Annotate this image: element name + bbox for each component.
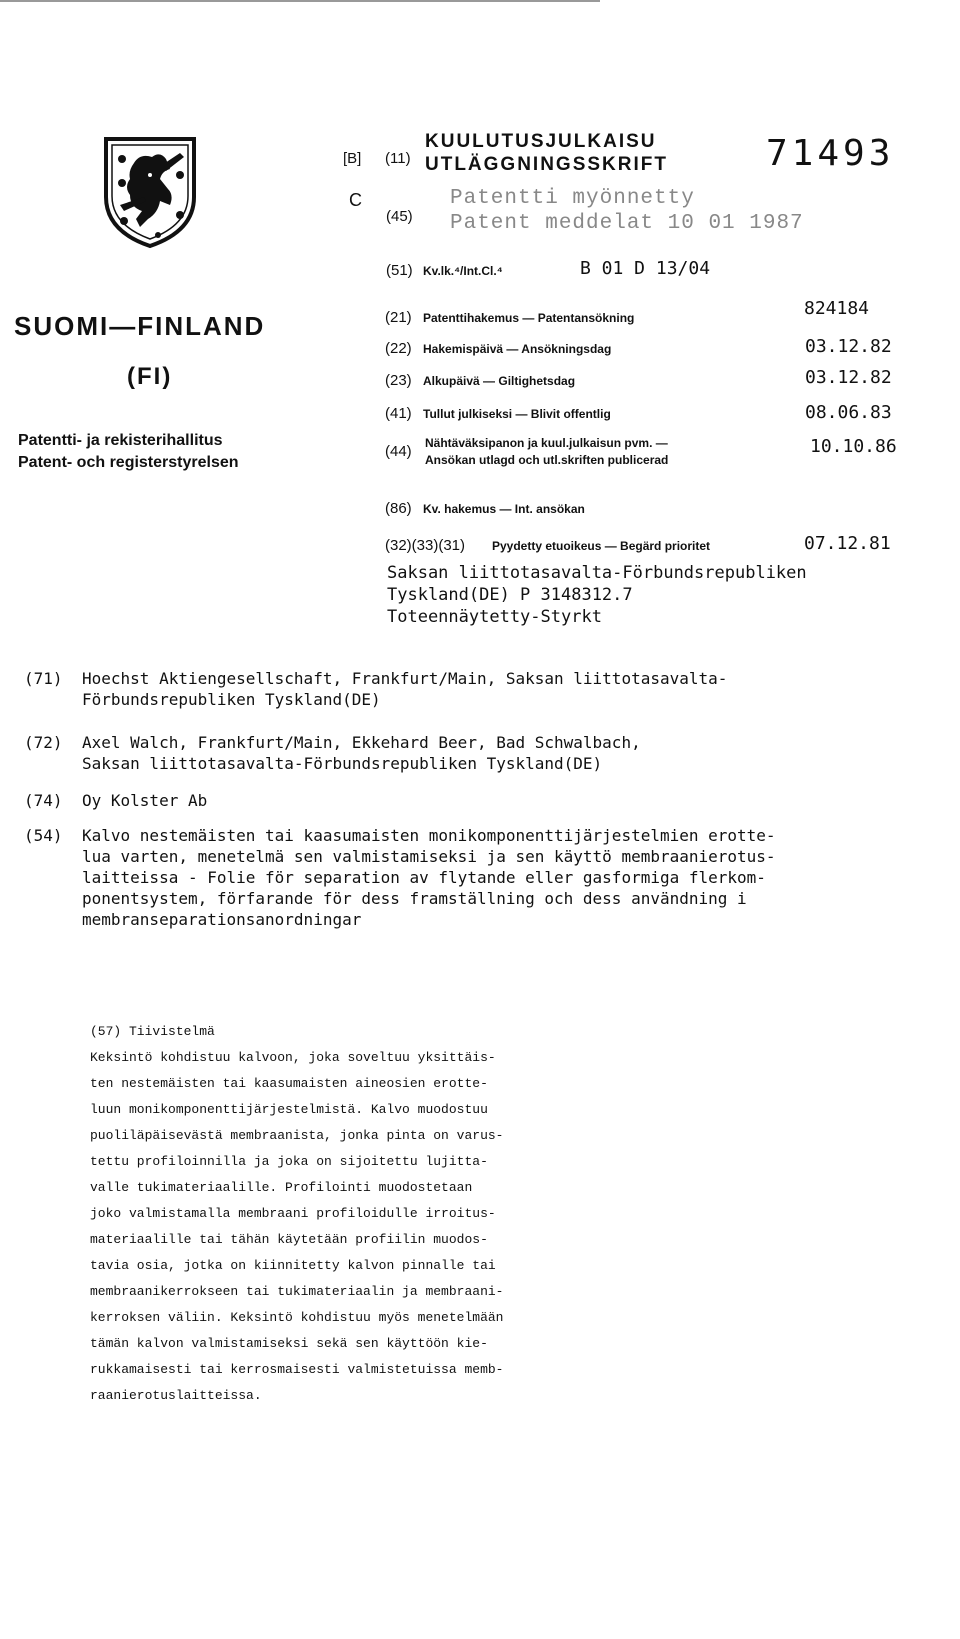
int-cl-code: (51) — [386, 262, 413, 279]
field-72-code: (72) — [24, 733, 63, 752]
field-74-code: (74) — [24, 791, 63, 810]
invention-title-line: Kalvo nestemäisten tai kaasumaisten monikomponenttijärjestelmien erotte- — [82, 826, 776, 845]
grant-date-sv: Patent meddelat 10 01 1987 — [450, 212, 804, 235]
applicant-line: Hoechst Aktiengesellschaft, Frankfurt/Main, Saksan liittotasavalta- — [82, 669, 728, 688]
field-32-code: (32)(33)(31) — [385, 537, 466, 554]
inventors — [82, 732, 641, 774]
field-41-code: (41) — [385, 405, 412, 422]
agent: Oy Kolster Ab — [82, 791, 208, 810]
abstract-heading: (57) Tiivistelmä — [90, 1024, 215, 1039]
priority-status: Toteennäytetty-Styrkt — [387, 607, 602, 627]
grant-code: (45) — [386, 208, 413, 225]
kind-c: C — [349, 190, 362, 210]
top-rule — [0, 0, 600, 2]
abstract-line: puoliläpäisevästä membraanista, jonka pinta on varus- — [90, 1128, 504, 1143]
invention-title-line: ponentsystem, förfarande för dess framställning och dess användning i — [82, 889, 747, 908]
field-21-code: (21) — [385, 309, 412, 326]
int-cl-label: Kv.lk.⁴/Int.Cl.⁴ — [423, 264, 503, 278]
patent-office — [18, 430, 239, 474]
field-41-label: Tullut julkiseksi — Blivit offentlig — [423, 407, 611, 421]
invention-title-line: lua varten, menetelmä sen valmistamiseksi ja sen käyttö membraanierotus- — [82, 847, 776, 866]
field-22-label: Hakemispäivä — Ansökningsdag — [423, 342, 612, 356]
field-22-code: (22) — [385, 340, 412, 357]
field-54-code: (54) — [24, 826, 63, 845]
abstract-line: luun monikomponenttijärjestelmistä. Kalvo muodostuu — [90, 1102, 488, 1117]
field-21-label: Patenttihakemus — Patentansökning — [423, 311, 635, 325]
abstract-line: tavia osia, jotka on kiinnitetty kalvon pinnalle tai — [90, 1258, 496, 1273]
patent-office-fi: Patentti- ja rekisterihallitus — [18, 432, 223, 449]
publication-title — [425, 130, 668, 176]
publication-title-fi: KUULUTUSJULKAISU — [425, 131, 657, 152]
abstract-line: rukkamaisesti tai kerrosmaisesti valmistetuissa memb- — [90, 1362, 504, 1377]
grant-date-fi: Patentti myönnetty — [450, 187, 695, 210]
invention-title — [82, 825, 776, 930]
applicant — [82, 668, 727, 710]
priority-number: Tyskland(DE) P 3148312.7 — [387, 585, 633, 605]
publication-number: 71493 — [766, 133, 895, 174]
abstract-line: valle tukimateriaalille. Profilointi muodostetaan — [90, 1180, 473, 1195]
abstract-line: joko valmistamalla membraani profiloidulle irroitus- — [90, 1206, 496, 1221]
field-22-value: 03.12.82 — [805, 336, 892, 357]
abstract-line: materiaalille tai tähän käytetään profiilin muodos- — [90, 1232, 488, 1247]
abstract-line: raanierotuslaitteissa. — [90, 1388, 262, 1403]
inventors-line: Axel Walch, Frankfurt/Main, Ekkehard Beer, Bad Schwalbach, — [82, 733, 641, 752]
field-32-value: 07.12.81 — [804, 533, 891, 554]
abstract-line: kerroksen väliin. Keksintö kohdistuu myös menetelmään — [90, 1310, 504, 1325]
abstract — [90, 1019, 503, 1409]
kind-code: [B] — [343, 150, 362, 167]
priority-country: Saksan liittotasavalta-Förbundsrepubliken — [387, 563, 807, 583]
field-86-code: (86) — [385, 500, 412, 517]
country-name: SUOMI—FINLAND — [14, 311, 266, 341]
field-23-label: Alkupäivä — Giltighetsdag — [423, 374, 576, 388]
publication-title-sv: UTLÄGGNINGSSKRIFT — [425, 154, 668, 175]
abstract-line: tettu profiloinnilla ja joka on sijoitettu lujitta- — [90, 1154, 488, 1169]
abstract-line: Keksintö kohdistuu kalvoon, joka soveltuu yksittäis- — [90, 1050, 496, 1065]
field-23-code: (23) — [385, 372, 412, 389]
country-code: (FI) — [127, 363, 173, 390]
abstract-line: membraanikerrokseen tai tukimateriaalin ja membraani- — [90, 1284, 504, 1299]
pub-number-code: (11) — [385, 150, 411, 167]
invention-title-line: laitteissa - Folie för separation av flytande eller gasformiga flerkom- — [82, 868, 766, 887]
inventors-line: Saksan liittotasavalta-Förbundsrepubliken Tyskland(DE) — [82, 754, 603, 773]
priority-details — [387, 562, 807, 628]
field-44-code: (44) — [385, 443, 412, 460]
applicant-line: Förbundsrepubliken Tyskland(DE) — [82, 690, 381, 709]
field-44-value: 10.10.86 — [810, 436, 897, 457]
field-44-label-fi: Nähtäväksipanon ja kuul.julkaisun pvm. — — [425, 436, 668, 450]
field-86-label: Kv. hakemus — Int. ansökan — [423, 502, 585, 516]
int-cl-value: B 01 D 13/04 — [580, 258, 711, 279]
abstract-line: ten nestemäisten tai kaasumaisten aineosien erotte- — [90, 1076, 488, 1091]
patent-office-sv: Patent- och registerstyrelsen — [18, 454, 239, 471]
field-32-label: Pyydetty etuoikeus — Begärd prioritet — [492, 539, 711, 553]
abstract-line: tämän kalvon valmistamiseksi sekä sen käyttöön kie- — [90, 1336, 488, 1351]
field-23-value: 03.12.82 — [805, 367, 892, 388]
field-21-value: 824184 — [804, 298, 870, 319]
field-44-label-sv: Ansökan utlagd och utl.skriften publicerad — [425, 453, 669, 467]
field-71-code: (71) — [24, 669, 63, 688]
field-41-value: 08.06.83 — [805, 402, 892, 423]
coat-of-arms-emblem — [100, 135, 200, 255]
invention-title-line: membranseparationsanordningar — [82, 910, 362, 929]
